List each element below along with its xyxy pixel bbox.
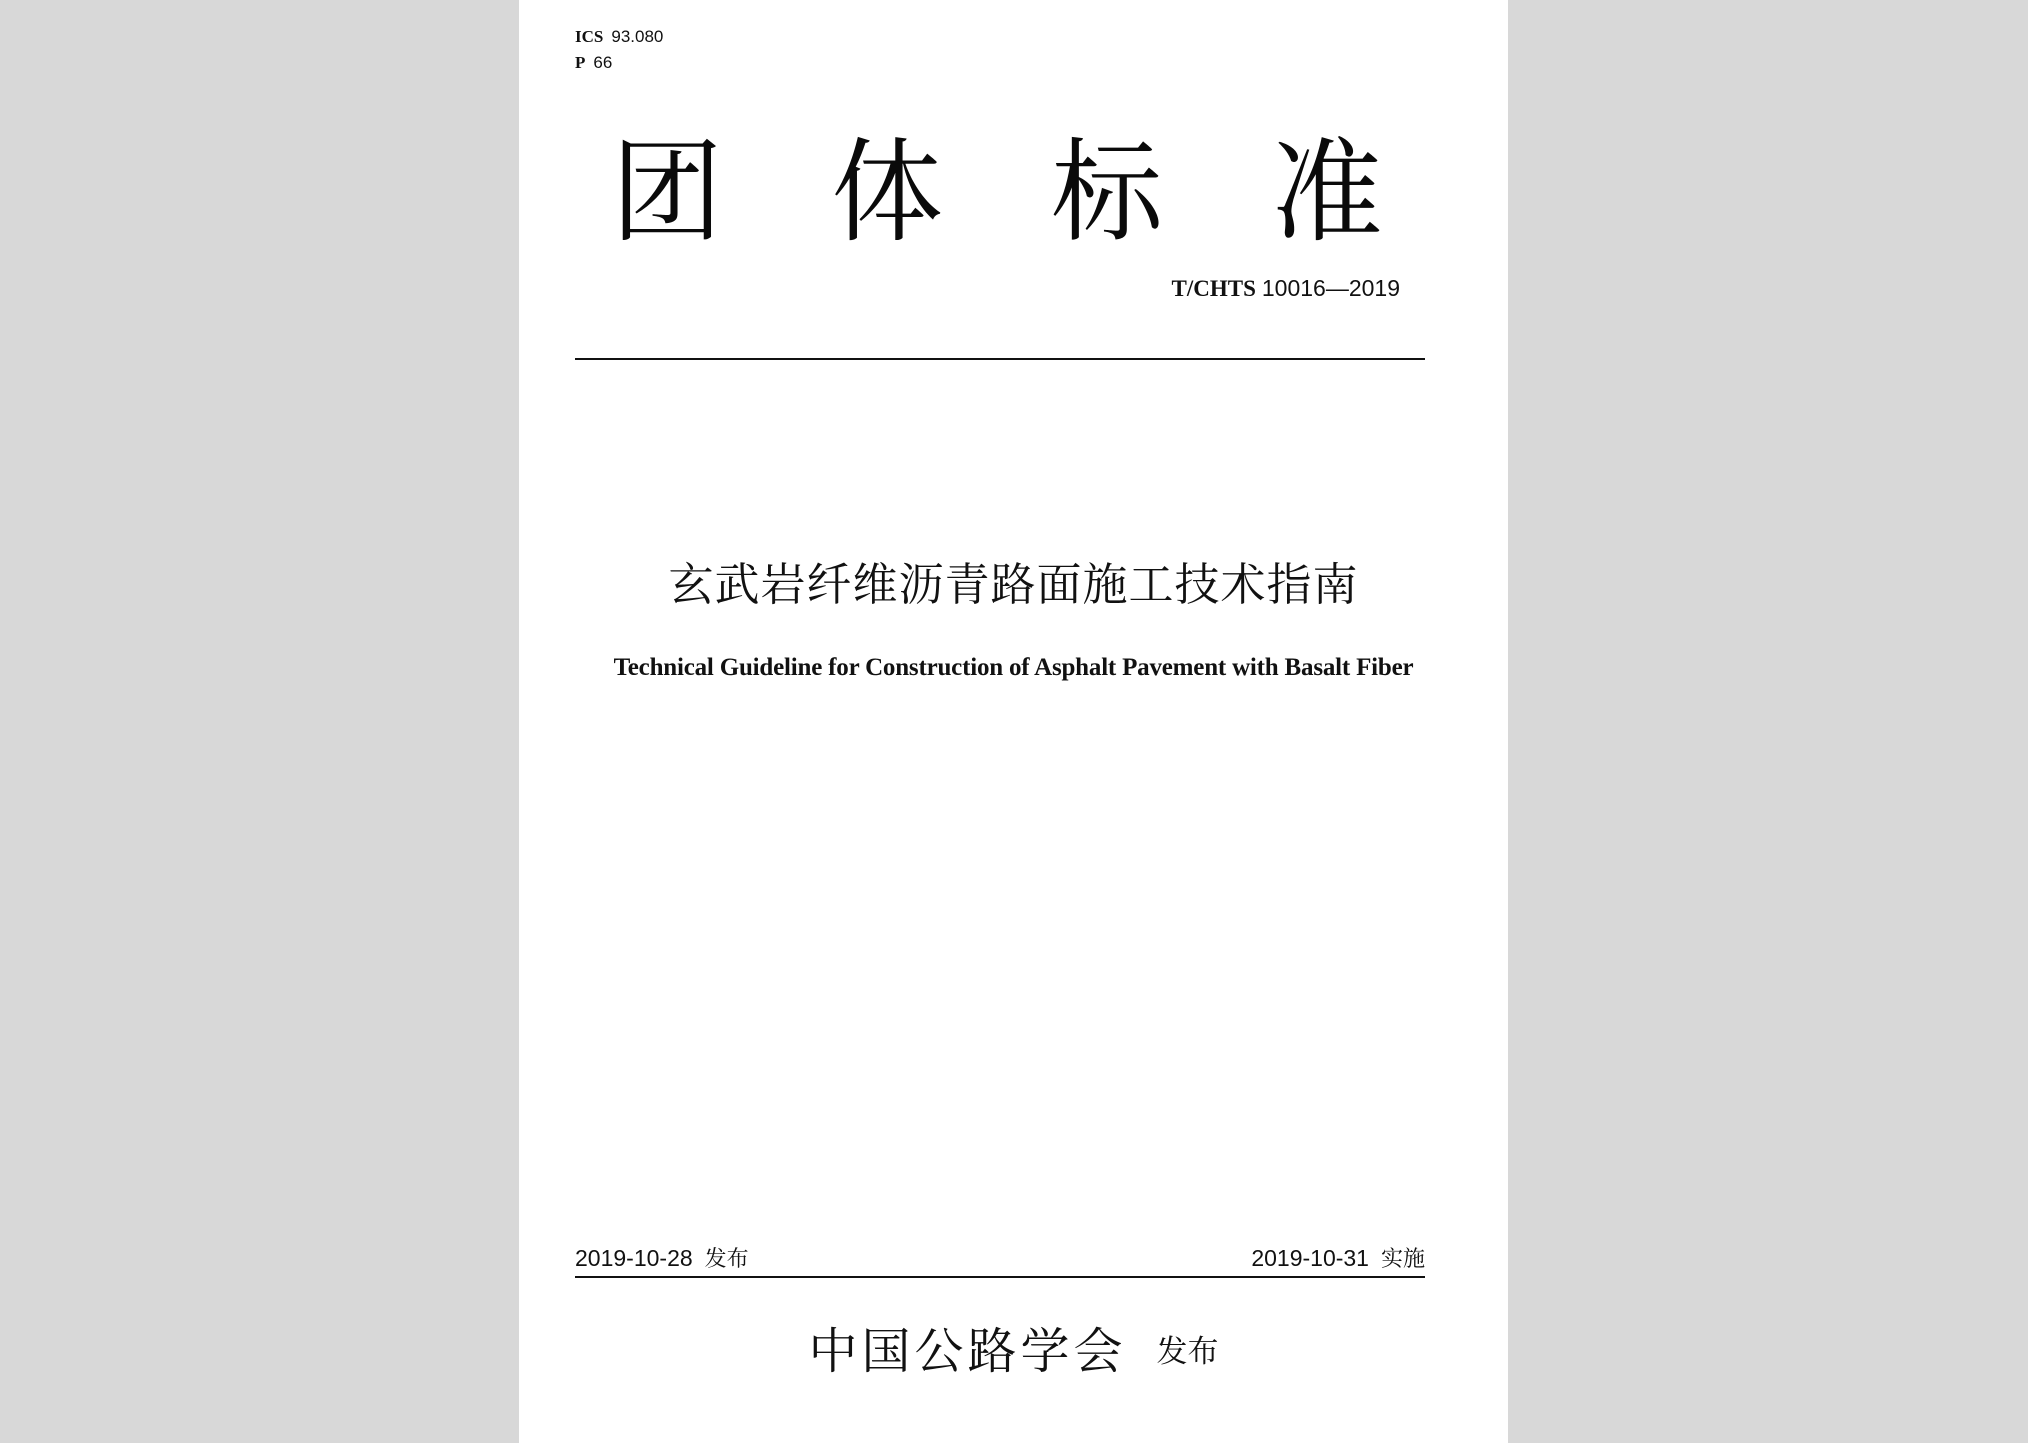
issue-label: 发布 <box>704 1247 749 1272</box>
implementation-date: 2019-10-31 <box>1251 1245 1369 1271</box>
implementation-date-line <box>1251 1243 1425 1275</box>
ics-code <box>575 27 663 47</box>
standard-number <box>1172 274 1401 303</box>
header-divider <box>575 358 1425 360</box>
ccs-value: 66 <box>593 53 613 72</box>
issue-date: 2019-10-28 <box>575 1245 693 1271</box>
ccs-label: P <box>575 53 586 72</box>
ics-value: 93.080 <box>611 27 664 46</box>
publisher-action: 发布 <box>1156 1334 1219 1370</box>
standard-number-prefix: T/CHTS <box>1171 276 1256 301</box>
publisher-line <box>519 1320 1508 1384</box>
ccs-code <box>575 53 612 73</box>
issue-date-line <box>575 1243 749 1275</box>
title-chinese: 玄武岩纤维沥青路面施工技术指南 <box>668 558 1359 611</box>
standard-type-heading: 团体标准 <box>611 128 1491 258</box>
publisher-organization: 中国公路学会 <box>808 1323 1127 1380</box>
ics-label: ICS <box>575 27 604 46</box>
document-page <box>519 0 1508 1443</box>
implementation-label: 实施 <box>1380 1247 1425 1272</box>
standard-number-value: 10016—2019 <box>1261 275 1400 301</box>
footer-divider <box>575 1276 1425 1278</box>
title-english: Technical Guideline for Construction of Asphalt Pavement with Basalt Fiber <box>613 654 1414 681</box>
